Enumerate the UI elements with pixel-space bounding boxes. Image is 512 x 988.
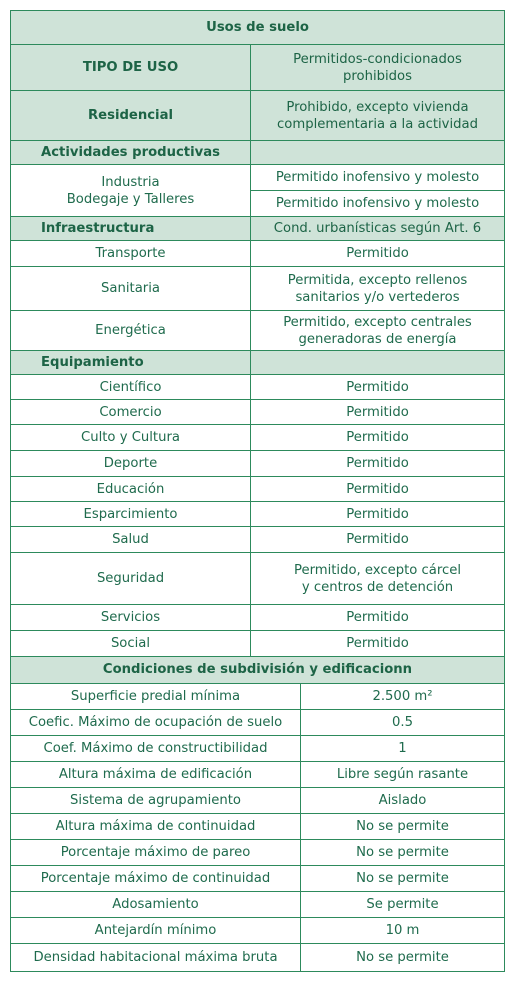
use-name: Sanitaria (11, 267, 251, 311)
condition-value: 1 (301, 735, 505, 761)
table-row (11, 683, 505, 709)
use-status: Permitido (251, 425, 505, 451)
use-status: Permitido, excepto centrales generadoras de energía (251, 311, 505, 351)
table-row (11, 709, 505, 735)
table-row (11, 502, 505, 527)
use-status: Permitido (251, 605, 505, 631)
table-row (11, 813, 505, 839)
condition-value: 0.5 (301, 709, 505, 735)
use-status: Permitido, excepto cárcel y centros de detención (251, 553, 505, 605)
use-name: Transporte (11, 241, 251, 267)
use-name: Esparcimiento (11, 502, 251, 527)
condition-value: No se permite (301, 865, 505, 891)
use-name: Seguridad (11, 553, 251, 605)
use-status: Permitido (251, 477, 505, 502)
table-row (11, 311, 505, 351)
table-row (11, 451, 505, 477)
table-row (11, 917, 505, 943)
use-name: Culto y Cultura (11, 425, 251, 451)
condition-value: Libre según rasante (301, 761, 505, 787)
table-row (11, 865, 505, 891)
table-row (11, 605, 505, 631)
table-row (11, 943, 505, 971)
condition-label: Coefic. Máximo de ocupación de suelo (11, 709, 301, 735)
table-row (11, 631, 505, 657)
use-status: Permitido (251, 527, 505, 553)
use-type-header: TIPO DE USO (11, 45, 251, 91)
use-status: Permitido (251, 502, 505, 527)
condition-label: Adosamiento (11, 891, 301, 917)
table-row (11, 425, 505, 451)
table-row (11, 839, 505, 865)
use-name: Energética (11, 311, 251, 351)
condition-label: Altura máxima de edificación (11, 761, 301, 787)
condition-label: Porcentaje máximo de pareo (11, 839, 301, 865)
table-row (11, 891, 505, 917)
use-name: Salud (11, 527, 251, 553)
condition-label: Superficie predial mínima (11, 683, 301, 709)
zoning-sheet (10, 10, 504, 972)
conditions-table (10, 657, 505, 972)
condition-value: 2.500 m² (301, 683, 505, 709)
equipamiento-group: Equipamiento (11, 351, 251, 375)
use-status: Permitido (251, 400, 505, 425)
use-name: Social (11, 631, 251, 657)
condition-label: Coef. Máximo de constructibilidad (11, 735, 301, 761)
condition-label: Porcentaje máximo de continuidad (11, 865, 301, 891)
residencial-status: Prohibido, excepto vivienda complementaria a la actividad (251, 91, 505, 141)
use-name: Educación (11, 477, 251, 502)
table-row (11, 267, 505, 311)
infraestructura-group: Infraestructura (11, 217, 251, 241)
condition-label: Altura máxima de continuidad (11, 813, 301, 839)
use-name: Servicios (11, 605, 251, 631)
condition-value: No se permite (301, 943, 505, 971)
use-name: Deporte (11, 451, 251, 477)
conditions-title: Condiciones de subdivisión y edificacionn (11, 657, 505, 683)
productivas-group: Actividades productivas (11, 141, 251, 165)
land-use-table (10, 10, 505, 657)
use-name: Científico (11, 375, 251, 400)
use-status: Permitido (251, 631, 505, 657)
condition-label: Antejardín mínimo (11, 917, 301, 943)
use-name: Comercio (11, 400, 251, 425)
use-status: Permitido (251, 451, 505, 477)
use-status: Permitida, excepto rellenos sanitarios y/o vertederos (251, 267, 505, 311)
table-row (11, 241, 505, 267)
table-row (11, 735, 505, 761)
condition-value: Aislado (301, 787, 505, 813)
productivas-names: Industria Bodegaje y Talleres (11, 165, 251, 217)
condition-value: Se permite (301, 891, 505, 917)
table-row (11, 787, 505, 813)
use-status: Permitido (251, 241, 505, 267)
table-row (11, 400, 505, 425)
condition-value: No se permite (301, 813, 505, 839)
use-status: Permitido (251, 375, 505, 400)
productivas-status-2: Permitido inofensivo y molesto (251, 191, 505, 217)
productivas-group-status (251, 141, 505, 165)
status-header: Permitidos-condicionados prohibidos (251, 45, 505, 91)
condition-label: Sistema de agrupamiento (11, 787, 301, 813)
table-row (11, 477, 505, 502)
residencial-name: Residencial (11, 91, 251, 141)
productivas-status-1: Permitido inofensivo y molesto (251, 165, 505, 191)
equipamiento-group-status (251, 351, 505, 375)
land-use-title: Usos de suelo (11, 11, 505, 45)
table-row (11, 761, 505, 787)
table-row (11, 553, 505, 605)
infraestructura-group-status: Cond. urbanísticas según Art. 6 (251, 217, 505, 241)
condition-value: No se permite (301, 839, 505, 865)
table-row (11, 375, 505, 400)
condition-value: 10 m (301, 917, 505, 943)
condition-label: Densidad habitacional máxima bruta (11, 943, 301, 971)
table-row (11, 527, 505, 553)
